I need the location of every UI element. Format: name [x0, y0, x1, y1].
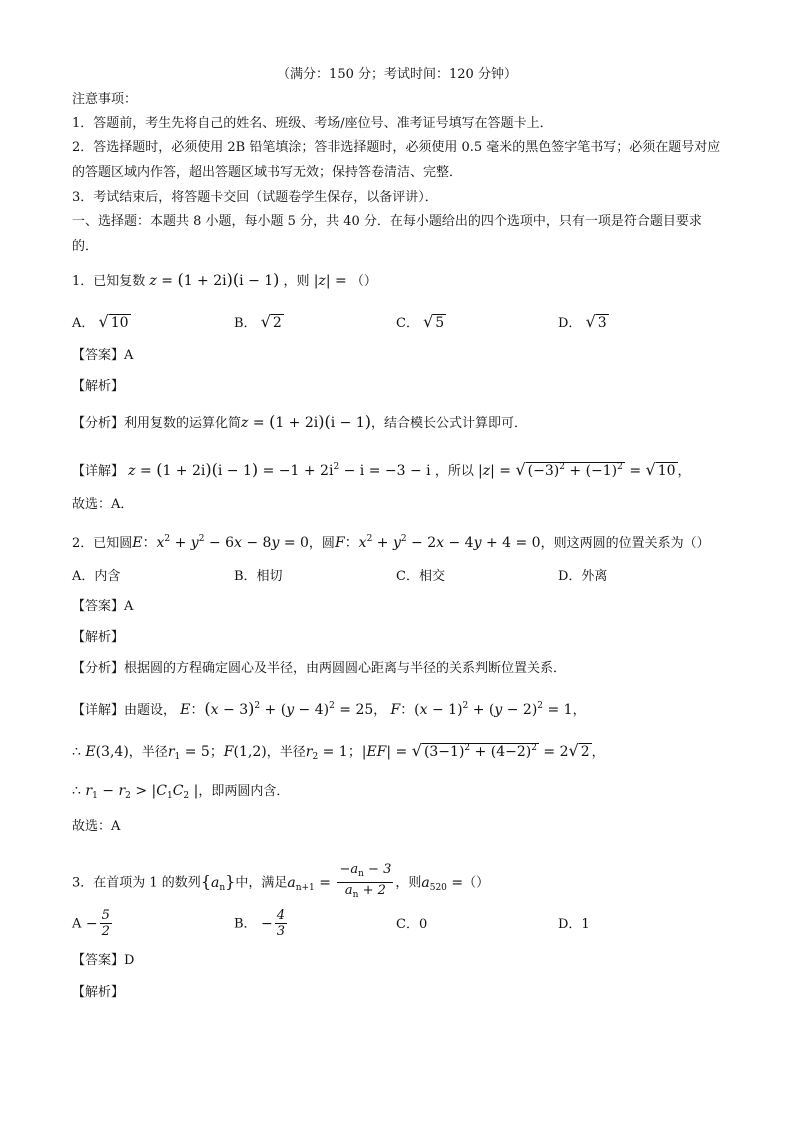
q2-option-d: D．外离	[558, 569, 608, 584]
q1-fenxi: 【分析】利用复数的运算化简z = (1 + 2i)(i − 1)，结合模长公式计算即可．	[72, 412, 528, 431]
q2-option-b: B．相切	[234, 569, 283, 584]
q1-modulus: |z| =	[313, 273, 347, 289]
q2-detail-3: ∴ $r_1 - r_2 > |C_1C_2$ |，即两圆内含．	[72, 783, 290, 801]
q2-option-c: C．相交	[396, 569, 445, 584]
q1-end: （）	[350, 274, 377, 289]
q3-option-b: B． − $\frac{4}{3}$	[234, 908, 286, 939]
notice-item-1: 1．答题前，考生先将自己的姓名、班级、考场/座位号、准考证号填写在答题卡上．	[72, 116, 553, 131]
q1-mid: ，则	[283, 274, 310, 289]
q1-option-c: C． √ 5	[396, 312, 445, 331]
q3-option-c: C．0	[396, 917, 428, 932]
q1-detail: 【详解】 $z = (1 + 2i)(i - 1) = -1 + 2i^2 - i = -3 - i$ ，所以 |z| = √ $(-3)^2 + (-1)^2$ = √ 10 ，	[72, 460, 691, 479]
q2-jiexi-label: 【解析】	[72, 630, 125, 645]
q1-formula: z = (1 + 2i)(i − 1)	[149, 270, 280, 289]
q2-fenxi: 【分析】根据圆的方程确定圆心及半径，由两圆圆心距离与半径的关系判断位置关系．	[72, 661, 567, 676]
section-heading: 一、选择题：本题共 8 小题，每小题 5 分，共 40 分．在每小题给出的四个选项中，只有一项是符合题目要求的．	[72, 214, 702, 254]
q3-answer: 【答案】D	[72, 953, 135, 968]
q1-jiexi-label: 【解析】	[72, 379, 125, 394]
question-3: 3．在首项为 1 的数列$\{a_n\}$中，满足$a_{n+1}$ = $\frac{-a_n - 3}{a_n + 2}$ ，则$a_{520}$ =（）	[72, 862, 490, 900]
q1-answer: 【答案】A	[72, 348, 134, 363]
q1-option-a: A． √ 10	[72, 312, 129, 331]
q2-final: 故选：A	[72, 819, 121, 834]
notice-item-2: 2．答选择题时，必须使用 2B 铅笔填涂；答非选择题时，必须使用 0.5 毫米的黑色签字笔书写；必须在题号对应的答题区域内作答，超出答题区域书写无效；保持答卷清洁、完整．	[72, 140, 721, 180]
q2-option-a: A．内含	[72, 569, 121, 584]
question-2: 2．已知圆E：$x^2 + y^2 - 6x - 8y = 0$，圆F：$x^2 + y^2 - 2x - 4y + 4 = 0$，则这两圆的位置关系为（）	[72, 534, 710, 551]
q3-option-d: D．1	[558, 917, 590, 932]
q1-final: 故选：A．	[72, 497, 134, 512]
q1-prefix: 1．已知复数	[72, 274, 146, 289]
notice-title: 注意事项：	[72, 92, 138, 107]
question-1	[72, 271, 722, 291]
q3-jiexi-label: 【解析】	[72, 985, 125, 1000]
exam-header: （满分：150 分；考试时间：120 分钟）	[277, 67, 517, 82]
q1-option-d: D． √ 3	[558, 312, 607, 331]
q1-option-b: B． √ 2	[234, 312, 282, 331]
q2-detail-1: 【详解】由题设， E：$(x - 3)^2 + (y - 4)^2 = 25$， F：$(x - 1)^2 + (y - 2)^2 = 1$，	[72, 699, 586, 718]
notice-item-3: 3．考试结束后，将答题卡交回（试题卷学生保存，以备评讲）．	[72, 190, 438, 205]
q3-option-a: A − $\frac{5}{2}$	[72, 908, 110, 939]
q2-detail-2: ∴ E(3,4)，半径$r_1 = 5$；F(1,2)，半径$r_2 = 1$；|EF| = √ $(3-1)^2 + (4-2)^2 = 2√$ 2 ，	[72, 741, 605, 762]
q2-answer: 【答案】A	[72, 599, 134, 614]
